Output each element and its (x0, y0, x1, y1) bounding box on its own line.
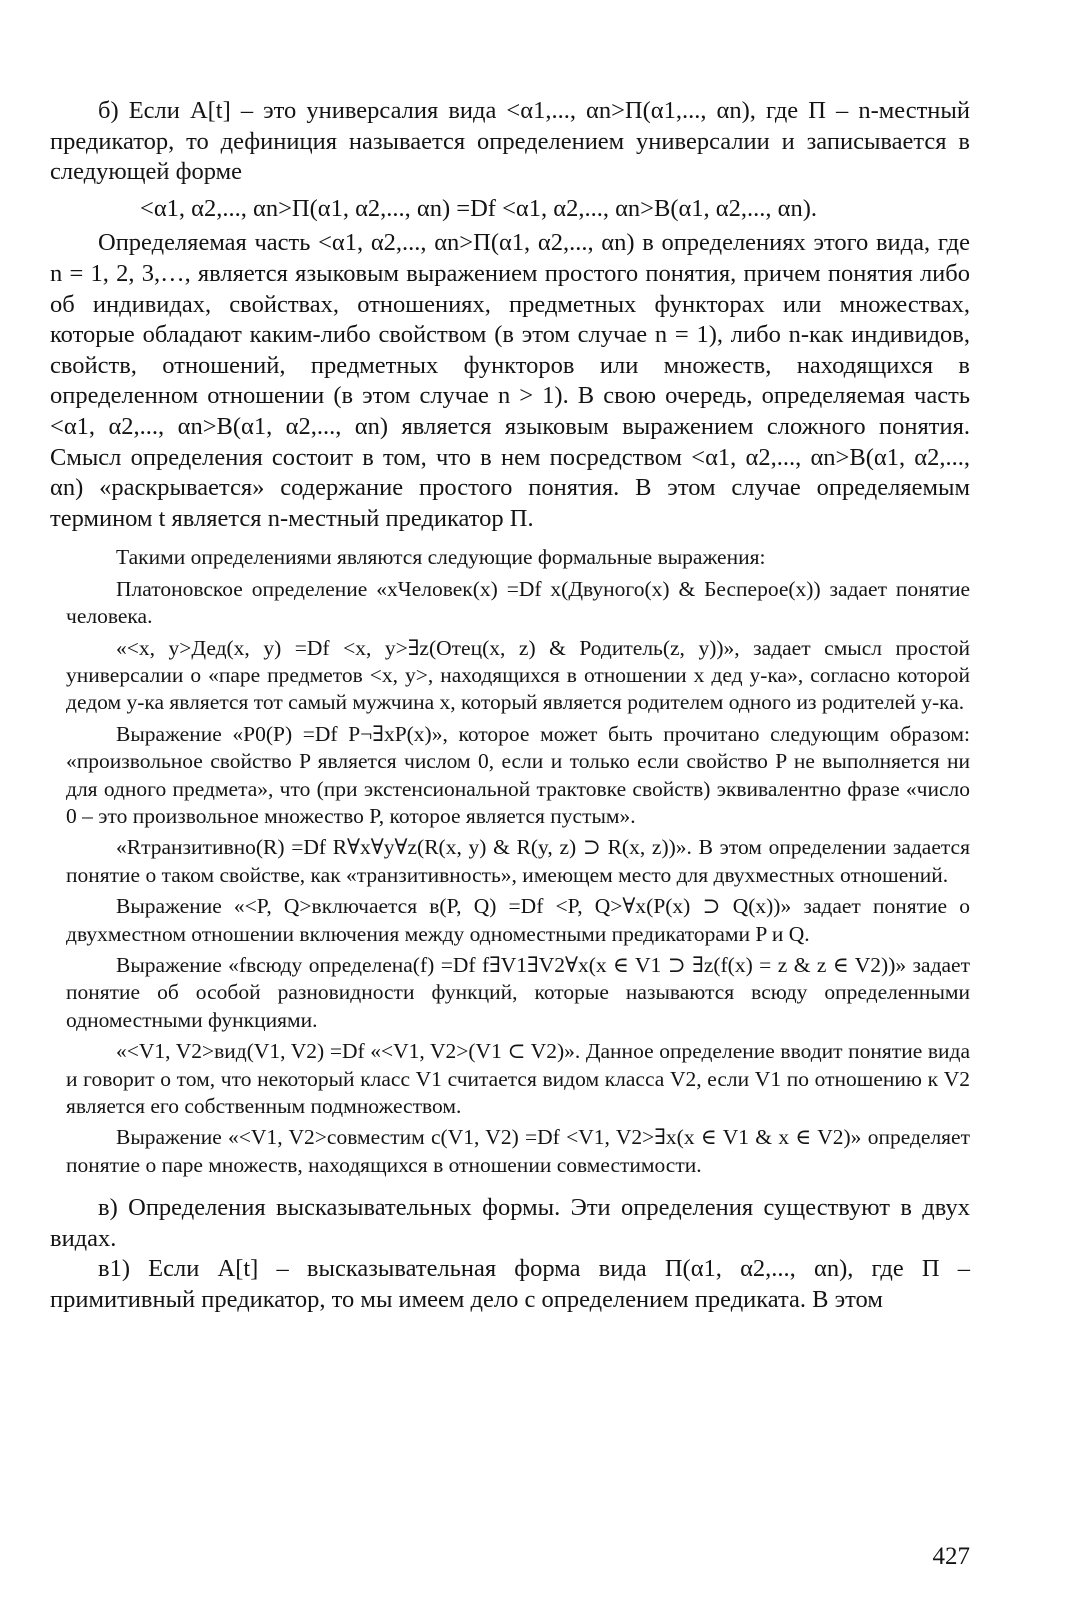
example-species-definition: «<V1, V2>вид(V1, V2) =Df «<V1, V2>(V1 ⊂ V2)». Данное определение вводит понятие вида и говорит о том, что некоторый класс V1 считается видом класса V2, если V1 по отношению к V2 является его собственным подмножеством. (66, 1039, 970, 1119)
example-inclusion-definition: Выражение «<P, Q>включается в(P, Q) =Df <P, Q>∀x(P(x) ⊃ Q(x))» задает понятие о двухместном отношении включения между одноместными предикаторами P и Q. (66, 894, 970, 946)
example-transitivity-definition: «Rтранзитивно(R) =Df R∀x∀y∀z(R(x, y) & R(y, z) ⊃ R(x, z))». В этом определении задается понятие о таком свойстве, как «транзитивность», имеющем место для двухместных отношений. (66, 835, 970, 887)
example-number-zero-definition: Выражение «P0(P) =Df P¬∃xP(x)», которое может быть прочитано следующим образом: «произвольное свойство P является числом 0, если и только если свойство P не выполняется ни для одного предмета», что (при экстенсиональной трактовке свойств) эквивалентно фразе «число 0 – это произвольное множество P, которое является пустым». (66, 721, 970, 828)
formula-universal-definition: <α1, α2,..., αn>П(α1, α2,..., αn) =Df <α1, α2,..., αn>B(α1, α2,..., αn). (140, 194, 818, 222)
example-total-function-definition: Выражение «fвсюду определена(f) =Df f∃V1∃V2∀x(x ∈ V1 ⊃ ∃z(f(x) = z & z ∈ V2))» задает понятие об особой разновидности функций, которые называются всюду определенными одноместными функциями. (66, 953, 970, 1032)
example-intro: Такими определениями являются следующие формальные выражения: (116, 545, 766, 570)
paragraph-propositional-forms: в) Определения высказывательных формы. Эти определения существуют в двух видах. (50, 1194, 970, 1252)
paragraph-universal-definition: б) Если A[t] – это универсалия вида <α1,..., αn>П(α1,..., αn), где П – n-местный предикатор, то дефиниция называется определением универсалии и записывается в следующей форме (50, 97, 970, 186)
paragraph-predicate-definition: в1) Если A[t] – высказывательная форма вида П(α1, α2,..., αn), где П – примитивный предикатор, то мы имеем дело с определением предиката. В этом (50, 1255, 970, 1314)
page-number: 427 (932, 1543, 970, 1570)
example-compatibility-definition: Выражение «<V1, V2>совместим с(V1, V2) =Df <V1, V2>∃x(x ∈ V1 & x ∈ V2)» определяет понятие о паре множеств, находящихся в отношении совместимости. (66, 1125, 970, 1177)
example-grandfather-definition: «<x, y>Дед(x, y) =Df <x, y>∃z(Отец(x, z) & Родитель(z, y))», задает смысл простой универсалии о «паре предметов <x, y>, находящихся в отношении x дед y-ка», согласно которой дедом y-ка является тот самый мужчина x, который является родителем одного из родителей y-ка. (66, 635, 970, 715)
example-platonic-definition: Платоновское определение «xЧеловек(x) =Df x(Двуного(x) & Бесперое(x)) задает понятие человека. (66, 576, 970, 629)
page-body (50, 96, 970, 1316)
paragraph-defined-part: Определяемая часть <α1, α2,..., αn>П(α1, α2,..., αn) в определениях этого вида, где n = 1, 2, 3,…, является языковым выражением простого понятия, причем понятия либо об индивидах, свойствах, отношениях, предметных функторах или множествах, которые обладают каким-либо свойством (в этом случае n = 1), либо n-как индивидов, свойств, отношений, предметных функторов или множеств, находящихся в определенном отношении (в этом случае n > 1). В свою очередь, определяемая часть <α1, α2,..., αn>B(α1, α2,..., αn) является языковым выражением сложного понятия. Смысл определения состоит в том, что в нем посредством <α1, α2,..., αn>B(α1, α2,..., αn) «раскрывается» содержание простого понятия. В этом случае определяемым термином t является n-местный предикатор П. (50, 229, 970, 532)
